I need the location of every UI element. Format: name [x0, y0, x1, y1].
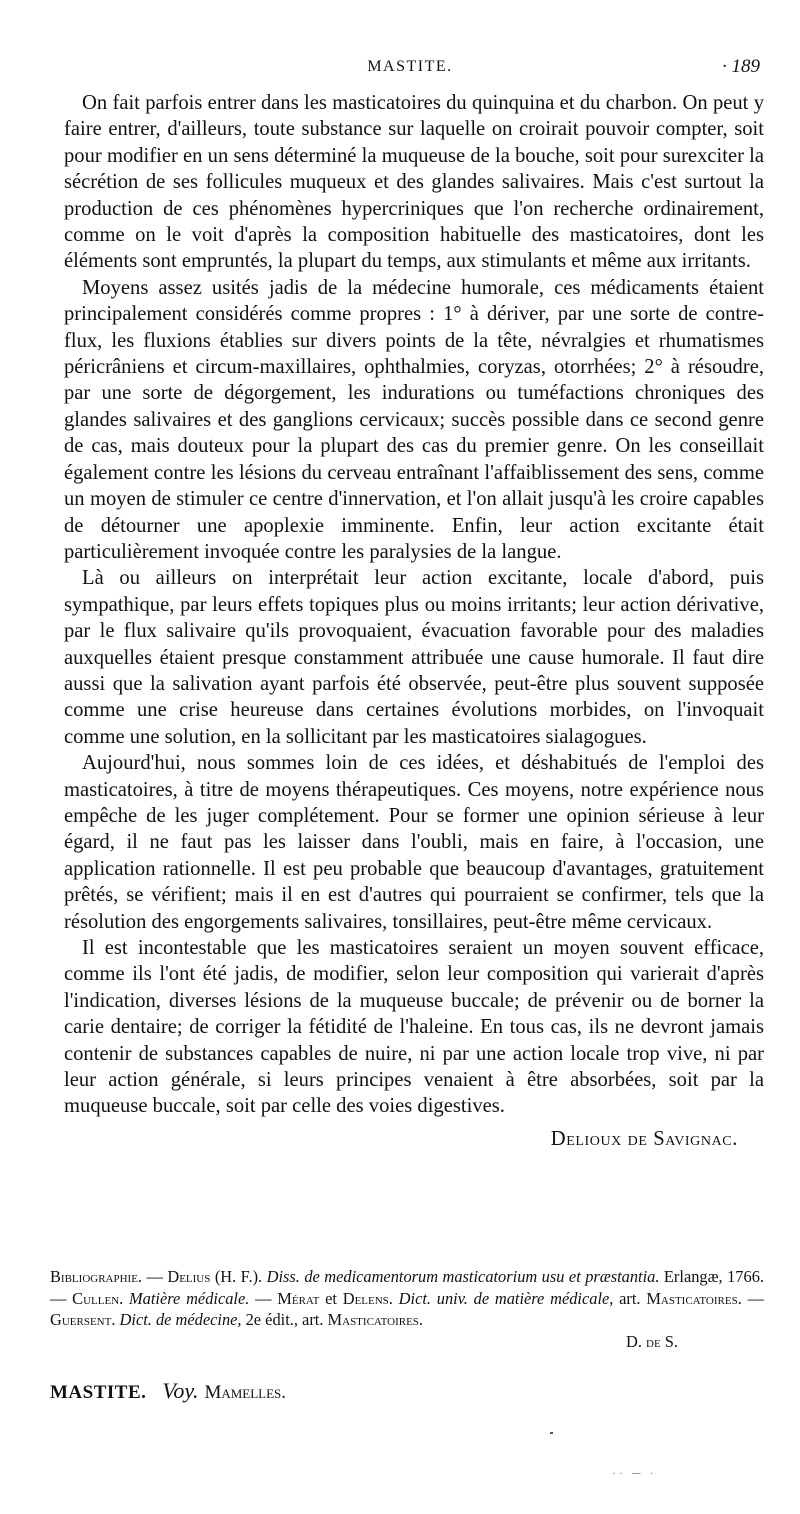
- entry-reference: Mamelles.: [204, 1382, 287, 1403]
- bib-title: Dict. univ. de matière médicale,: [398, 1288, 614, 1308]
- bib-sep: —: [142, 1267, 168, 1286]
- running-title: MASTITE.: [367, 58, 453, 75]
- paragraph: Il est incontestable que les masticatoires seraient un moyen souvent efficace, comme ils l'ont été jadis, de modifier, selon leur composition qui varierait d'après l'indication, diverses lésions de la muqueuse buccale; de prévenir ou de borner la carie dentaire; de corriger la fétidité de l'haleine. En tous cas, ils ne devront jamais contenir de substances capables de nuire, ni par une action locale trop vive, ni par leur action générale, si leurs principes venaient à être absorbées, soit par la muqueuse buccale, soit par celle des voies digestives.: [64, 937, 764, 1118]
- bibliography-signature: D. de S.: [625, 1331, 678, 1351]
- bibliography-label: Bibliographie.: [50, 1267, 143, 1286]
- bib-conjunction: et: [319, 1288, 343, 1308]
- bib-article-ref: Masticatoires.: [327, 1310, 424, 1330]
- paragraph: Moyens assez usités jadis de la médecine humorale, ces médicaments étaient principalement considérés comme propres : 1° à dériver, par une sorte de contre-flux, les fluxions établies sur divers points de la tête, névralgies et rhumatismes péricrâniens et circum-maxillaires, ophthalmies, coryzas, otorrhées; 2° à résoudre, par une sorte de dégorgement, les indurations ou tuméfactions chroniques des glandes salivaires et des ganglions cervicaux; succès possible dans ce second genre de cas, mais douteux pour la plupart des cas du premier genre. On les conseillait également contre les lésions du cerveau entraînant l'affaiblissement des sens, comme un moyen de stimuler ce centre d'innervation, et l'on allait jusqu'à les croire capables de détourner une apoplexie imminente. Enfin, leur action excitante était particulièrement invoquée contre les paralysies de la langue.: [64, 276, 764, 563]
- bib-edition: 2e édit., art.: [241, 1310, 328, 1330]
- entry-headword: MASTITE.: [50, 1382, 147, 1403]
- paragraph: On fait parfois entrer dans les masticatoires du quinquina et du charbon. On peut y faire entrer, d'ailleurs, toute substance sur laquelle on croirait pouvoir compter, soit pour modifier en un sens déterminé la muqueuse de la bouche, soit pour surexciter la sécrétion de ses follicules muqueux et des glandes salivaires. Mais c'est surtout la production de ces phénomènes hypercriniques que l'on recherche ordinairement, comme on le voit d'après la composition habituelle des masticatoires, dont les éléments sont empruntés, la plupart du temps, aux stimulants et même aux irritants.: [64, 92, 764, 273]
- bib-title: Dict. de médecine,: [119, 1310, 242, 1330]
- bib-author: Delius: [167, 1267, 211, 1286]
- bibliography: [50, 1266, 764, 1352]
- cross-reference-entry: [50, 1378, 286, 1404]
- bib-article-prefix: art.: [613, 1288, 647, 1308]
- bibliography-text: [50, 1266, 764, 1331]
- print-speck: [550, 1432, 553, 1434]
- bib-sep: —: [249, 1288, 278, 1308]
- bib-author: Delens.: [342, 1288, 393, 1308]
- article-body: [64, 90, 764, 1152]
- running-head: [60, 58, 760, 82]
- print-marks: ·· ─ ·: [612, 1466, 657, 1480]
- bib-author: Cullen.: [72, 1288, 124, 1308]
- paragraph: Là ou ailleurs on interprétait leur action excitante, locale d'abord, puis sympathique, par leurs effets topiques plus ou moins irritants; leur action dérivative, par le flux salivaire qu'ils provoquaient, évacuation favorable pour des maladies auxquelles étaient presque constamment attribuée une cause humorale. Il faut dire aussi que la salivation ayant parfois été observée, peut-être plus souvent supposée comme une crise heureuse dans certaines évolutions morbides, on l'invoquait comme une solution, en la sollicitant par les masticatoires sialagogues.: [64, 567, 764, 748]
- page-number: · 189: [722, 56, 760, 77]
- bib-initials: (H. F.).: [210, 1267, 267, 1286]
- bib-title: Diss. de medicamentorum masticatorium usu et præstantia.: [266, 1267, 660, 1286]
- entry-voy: Voy.: [162, 1378, 199, 1403]
- bib-author: Mérat: [277, 1288, 320, 1308]
- author-signature: Delioux de Savignac.: [550, 1127, 738, 1150]
- bib-sep: —: [741, 1288, 764, 1308]
- bib-article-ref: Masticatoires.: [646, 1288, 742, 1308]
- bib-publication: Erlangæ, 1766. —: [50, 1267, 764, 1308]
- paragraph: Aujourd'hui, nous sommes loin de ces idées, et déshabitués de l'emploi des masticatoires, à titre de moyens thérapeutiques. Ces moyens, notre expérience nous empêche de les juger complétement. Pour se former une opinion sérieuse à leur égard, il ne faut pas les laisser dans l'oubli, mais en faire, à l'occasion, une application rationnelle. Il est peu probable que beaucoup d'avantages, gratuitement prêtés, se vérifient; mais il en est d'autres qui pourraient se confirmer, tels que la résolution des engorgements salivaires, tonsillaires, peut-être même cervicaux.: [64, 752, 764, 933]
- bib-author: Guersent.: [50, 1310, 116, 1330]
- bib-title: Matière médicale.: [129, 1288, 250, 1308]
